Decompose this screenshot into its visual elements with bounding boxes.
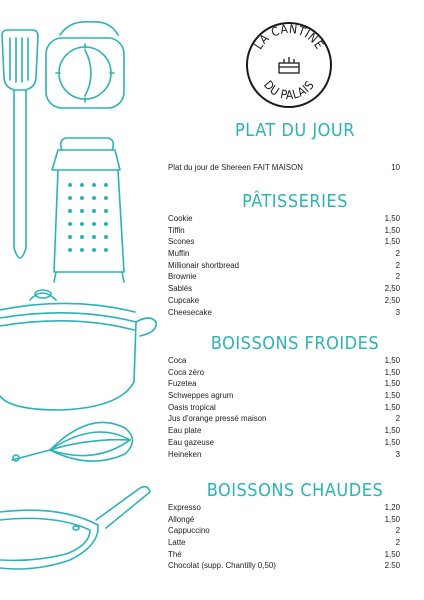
- menu-item-name: Sablés: [168, 284, 193, 294]
- menu-item-price: 1,20: [384, 503, 400, 512]
- menu-item: [168, 213, 400, 225]
- menu-item: [168, 236, 400, 248]
- menu-item-name: Eau gazeuse: [168, 437, 215, 447]
- menu-item-name: Cappuccino: [168, 526, 210, 536]
- grater-icon: [52, 138, 124, 282]
- menu-item-name: Fuzetea: [168, 379, 197, 389]
- menu-item: [168, 413, 400, 425]
- menu-item-price: 2: [395, 249, 400, 259]
- menu-item: [168, 537, 400, 549]
- menu-item: [168, 283, 400, 295]
- menu-item-price: 1,50: [384, 237, 400, 247]
- menu-item: [168, 355, 400, 367]
- frying-pan-icon: [0, 487, 150, 569]
- whisk-icon: [12, 422, 133, 461]
- menu-item-price: 1,50: [384, 367, 400, 377]
- menu-item-name: Thé: [168, 549, 182, 559]
- section-title-boissons-froides: BOISSONS FROIDES: [210, 333, 380, 354]
- menu-item-price: 2,50: [384, 295, 400, 305]
- menu-item-name: Schweppes agrum: [168, 391, 234, 401]
- menu-item: [168, 560, 400, 572]
- menu-item-name: Allongé: [168, 514, 195, 524]
- menu-item-price: 1,50: [384, 514, 400, 524]
- menu-item: [168, 162, 400, 174]
- menu-list-plat-du-jour: [168, 162, 400, 174]
- menu-item: [168, 295, 400, 307]
- menu-item-price: 1,50: [384, 391, 400, 401]
- menu-item-price: 1,50: [384, 379, 400, 389]
- menu-item-price: 2.50: [384, 561, 400, 571]
- menu-item: [168, 307, 400, 319]
- menu-item: [168, 260, 400, 272]
- menu-item-price: 1,50: [384, 437, 400, 447]
- menu-item: [168, 390, 400, 402]
- menu-item: [168, 367, 400, 379]
- menu-item-price: 2: [395, 272, 400, 282]
- menu-item: [168, 549, 400, 561]
- logo-bottom-text: DU PALAIS: [260, 77, 318, 103]
- spatula-icon: [2, 30, 38, 258]
- menu-item: [168, 378, 400, 390]
- menu-item-name: Cheesecake: [168, 307, 212, 317]
- menu-item-name: Oasis tropical: [168, 402, 216, 412]
- menu-item-price: 1,50: [384, 356, 400, 365]
- menu-item-price: 1,50: [384, 225, 400, 235]
- menu-item-price: 2: [395, 260, 400, 270]
- menu-item: [168, 271, 400, 283]
- menu-item-name: Coca zéro: [168, 367, 204, 377]
- cantine-logo: [245, 21, 333, 109]
- menu-item-name: Eau plate: [168, 426, 202, 436]
- menu-item-name: Brownie: [168, 272, 197, 282]
- kitchen-utensils-illustration: [0, 0, 160, 600]
- menu-item-name: Tiffin: [168, 225, 185, 235]
- logo-top-text: LA CANTINE: [251, 21, 327, 52]
- menu-item-price: 2,50: [384, 284, 400, 294]
- menu-item: [168, 225, 400, 237]
- section-title-plat-du-jour: PLAT DU JOUR: [235, 120, 355, 141]
- menu-item: [168, 437, 400, 449]
- menu-item-name: Plat du jour de Shereen FAIT MAISON: [168, 163, 303, 172]
- menu-item: [168, 525, 400, 537]
- menu-item-name: Cookie: [168, 214, 193, 223]
- menu-item-price: 3: [395, 449, 400, 459]
- menu-item-price: 2: [395, 414, 400, 424]
- menu-item: [168, 449, 400, 461]
- menu-item-price: 1,50: [384, 402, 400, 412]
- menu-item-name: Scones: [168, 237, 195, 247]
- menu-item: [168, 502, 400, 514]
- menu-item-name: Jus d'orange pressé maison: [168, 414, 267, 424]
- menu-item-price: 1,50: [384, 549, 400, 559]
- menu-item-price: 1,50: [384, 426, 400, 436]
- menu-item: [168, 514, 400, 526]
- menu-list-patisseries: [168, 213, 400, 318]
- casserole-pot-icon: [0, 290, 156, 410]
- menu-list-boissons-chaudes: [168, 502, 400, 572]
- menu-item-price: 3: [395, 307, 400, 317]
- menu-item: [168, 425, 400, 437]
- section-title-boissons-chaudes: BOISSONS CHAUDES: [206, 480, 384, 501]
- menu-item: [168, 248, 400, 260]
- menu-item-price: 10: [391, 163, 400, 172]
- menu-item-price: 2: [395, 538, 400, 548]
- menu-item-price: 2: [395, 526, 400, 536]
- menu-item-price: 1,50: [384, 214, 400, 223]
- menu-item-name: Expresso: [168, 503, 201, 512]
- menu-item-name: Muffin: [168, 249, 190, 259]
- menu-item-name: Millionair shortbread: [168, 260, 240, 270]
- menu-item-name: Cupcake: [168, 295, 200, 305]
- menu-list-boissons-froides: [168, 355, 400, 460]
- menu-item: [168, 402, 400, 414]
- menu-item-name: Latte: [168, 538, 186, 548]
- section-title-patisseries: PÂTISSERIES: [242, 191, 348, 212]
- menu-item-name: Heineken: [168, 449, 202, 459]
- kitchen-timer-icon: [46, 22, 124, 108]
- menu-item-name: Coca: [168, 356, 187, 365]
- menu-item-name: Chocolat (supp. Chantilly 0,50): [168, 561, 276, 571]
